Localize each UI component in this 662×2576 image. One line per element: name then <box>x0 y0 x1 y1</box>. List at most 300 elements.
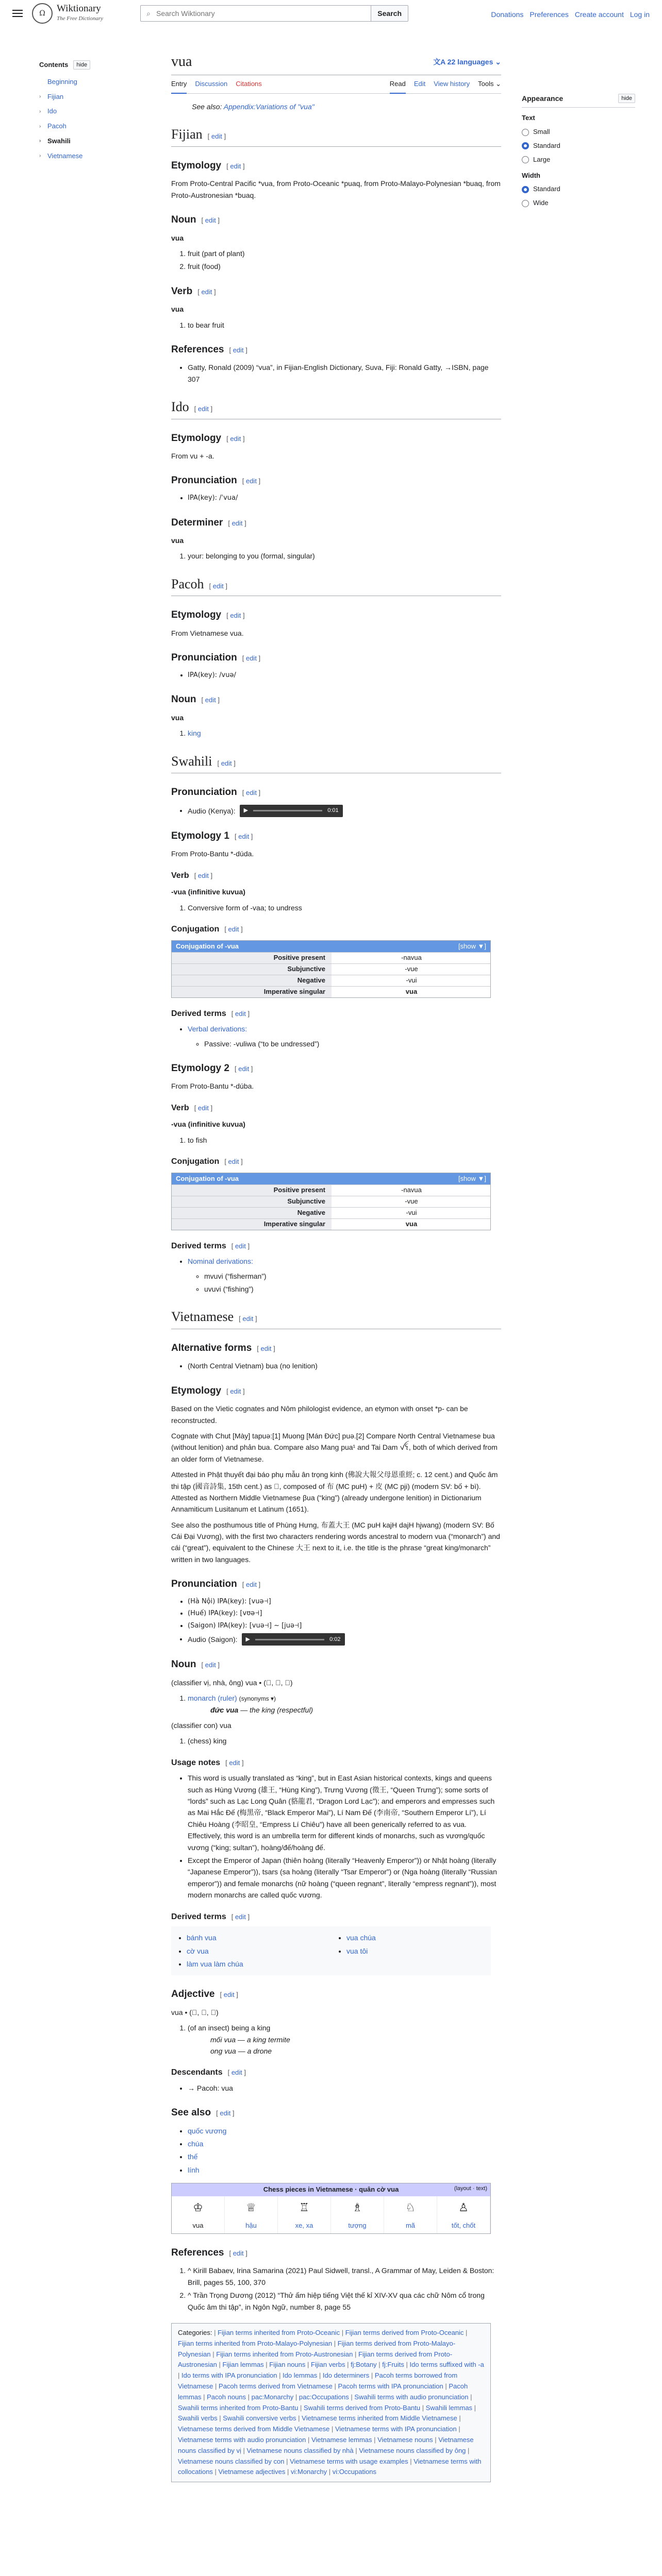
audio-item <box>188 1633 501 1646</box>
heading-text: References <box>171 344 224 355</box>
edit-link[interactable]: edit <box>235 1242 246 1250</box>
chess-name <box>331 2218 384 2233</box>
category-link[interactable]: Vietnamese nouns classified by con | <box>178 2458 290 2465</box>
ipa: • (Saigon) IPA(key): [vuə˧˧] ~ [juə˧˧] <box>188 1621 501 1632</box>
heading-text: Determiner <box>171 517 223 528</box>
term-link[interactable]: quốc vương <box>188 2126 227 2135</box>
languages-count[interactable]: 22 languages <box>447 58 493 66</box>
edit-section-link[interactable]: [ edit ] <box>216 2109 235 2117</box>
width-standard[interactable] <box>522 184 635 195</box>
edit-section-link[interactable]: [ edit ] <box>231 1009 250 1018</box>
progress-bar[interactable] <box>253 810 322 811</box>
article-body <box>171 94 501 2576</box>
search-icon: ⌕ <box>146 9 151 18</box>
category-link[interactable]: Vietnamese lemmas | <box>311 2436 377 2444</box>
tools-label[interactable]: Tools <box>478 80 494 88</box>
chess-glyph-row <box>172 2196 490 2218</box>
sense: 1. to bear fruit <box>188 319 501 331</box>
search-button[interactable]: Search <box>371 5 408 22</box>
option-label: Large <box>533 155 551 163</box>
toc-item-pacoh[interactable] <box>39 121 132 132</box>
headword: -vua (infinitive kuvua) <box>171 888 245 896</box>
derived-terms-box <box>171 1926 491 1975</box>
heading-conjugation <box>171 1155 501 1168</box>
heading-pronunciation <box>171 473 501 488</box>
appearance-hide-button[interactable]: hide <box>618 94 635 103</box>
heading-derived-terms <box>171 1240 501 1253</box>
headword: vua <box>171 536 184 545</box>
logo-subtitle: The Free Dictionary <box>57 15 104 22</box>
sense <box>188 727 501 739</box>
page-title: vua <box>171 54 192 70</box>
edit-section-link[interactable]: [ edit ] <box>224 925 243 933</box>
edit-link[interactable]: edit <box>245 1581 257 1589</box>
heading-text: Derived terms <box>171 1009 226 1018</box>
category-link[interactable]: Fijian terms inherited from Proto-Austronesian | <box>216 2350 358 2358</box>
show-toggle[interactable]: [show ▼] <box>458 942 486 950</box>
tab-citations[interactable]: Citations <box>236 80 262 88</box>
category-link[interactable]: Fijian nouns | <box>269 2361 311 2368</box>
term-link[interactable]: tốt, chốt <box>451 2222 476 2230</box>
toc-item-swahili[interactable] <box>39 136 132 147</box>
edit-link[interactable]: edit <box>238 832 250 840</box>
text-size-large[interactable] <box>522 155 635 165</box>
tab-entry[interactable]: Entry <box>171 75 187 94</box>
table-row <box>172 986 490 997</box>
category-link[interactable]: Vietnamese terms with usage examples | <box>290 2458 413 2465</box>
edit-link[interactable]: edit <box>245 789 257 797</box>
toc-hide-button[interactable]: hide <box>73 60 90 70</box>
hatnote-prefix: See also: <box>192 103 222 111</box>
heading-text: Noun <box>171 694 196 705</box>
heading-alternative-forms <box>171 1341 501 1356</box>
edit-section-link[interactable]: [ edit ] <box>239 1315 257 1323</box>
category-link[interactable]: Vietnamese terms with IPA pronunciation | <box>335 2425 460 2433</box>
term-link[interactable]: lính <box>188 2165 200 2174</box>
category-link[interactable]: fj:Botany | <box>351 2361 382 2368</box>
headword-line: vua • (𢁋, 𤤰, 𤤱) <box>171 2008 219 2016</box>
heading-text: Pronunciation <box>171 1579 237 1590</box>
category-link[interactable]: fj:Fruits | <box>382 2361 409 2368</box>
category-link[interactable]: pac:Monarchy | <box>252 2393 299 2401</box>
edit-link[interactable]: edit <box>260 1345 272 1353</box>
edit-link[interactable]: edit <box>205 216 216 225</box>
term-link[interactable]: cờ vua <box>187 1946 209 1955</box>
heading-noun <box>171 692 501 707</box>
chevron-right-icon[interactable]: › <box>39 108 41 114</box>
example-en: a king termite <box>246 2035 290 2044</box>
sense-list <box>188 1134 501 1146</box>
edit-section-link[interactable]: [ edit ] <box>201 216 220 225</box>
show-toggle[interactable]: [show ▼] <box>458 1174 486 1182</box>
edit-link[interactable]: edit <box>205 696 216 704</box>
appearance-title: Appearance <box>522 94 564 103</box>
example-vi: ong vua <box>210 2046 236 2055</box>
toc-item-ido[interactable] <box>39 106 132 117</box>
category-link[interactable]: Vietnamese adjectives | <box>219 2468 291 2476</box>
table-title: Conjugation of -vua <box>176 1174 239 1182</box>
row-header: Positive present <box>172 953 332 963</box>
edit-link[interactable]: edit <box>238 1064 250 1073</box>
heading-text: Conjugation <box>171 1157 220 1166</box>
layout-toggle[interactable]: (layout · text) <box>454 2185 487 2192</box>
derivation-group[interactable]: Verbal derivations: <box>188 1025 247 1033</box>
category-link[interactable]: Ido terms suffixed with -a | <box>178 2361 484 2379</box>
edit-section-link[interactable]: [ edit ] <box>234 1064 253 1073</box>
toc-link[interactable]: Fijian <box>47 92 64 100</box>
category-link[interactable]: Vietnamese terms with collocations | <box>178 2458 481 2476</box>
edit-link[interactable]: edit <box>235 1009 246 1018</box>
edit-section-link[interactable]: [ edit ] <box>226 434 245 443</box>
table-row <box>172 1207 490 1218</box>
edit-section-link[interactable]: [ edit ] <box>229 346 247 354</box>
heading-text: Verb <box>171 285 193 297</box>
category-link[interactable]: Vietnamese terms derived from Middle Vietnamese | <box>178 2425 335 2433</box>
chess-name: vua <box>172 2218 225 2233</box>
toc-link[interactable]: Vietnamese <box>47 151 83 160</box>
category-link[interactable]: Pacoh nouns | <box>207 2393 252 2401</box>
heading-verb <box>171 869 501 883</box>
toc-item-beginning[interactable] <box>39 77 132 88</box>
edit-link[interactable]: edit <box>230 1387 241 1395</box>
sense-list <box>188 727 501 739</box>
ipa: • IPA(key): /vuə/ <box>188 670 501 681</box>
edit-section-link[interactable]: [ edit ] <box>194 405 213 413</box>
sense: 1. (chess) king <box>188 1735 501 1747</box>
derivation-group[interactable]: Nominal derivations: <box>188 1257 253 1266</box>
heading-pronunciation <box>171 650 501 666</box>
category-link[interactable]: pac:Occupations | <box>299 2393 354 2401</box>
heading-text: Pronunciation <box>171 652 237 664</box>
sense-list <box>188 550 501 562</box>
tab-read[interactable]: Read <box>390 75 406 94</box>
category-link[interactable]: Vietnamese nouns classified by nhà | <box>246 2447 359 2454</box>
edit-section-link[interactable]: [ edit ] <box>217 759 236 767</box>
category-link[interactable]: Swahili terms inherited from Proto-Bantu | <box>178 2404 304 2412</box>
heading-text: Ido <box>171 399 189 415</box>
table-row <box>172 1218 490 1230</box>
edit-section-link[interactable]: [ edit ] <box>228 519 246 527</box>
edit-link[interactable]: edit <box>242 1315 254 1323</box>
translate-icon: 文A <box>433 58 448 66</box>
heading-text: Alternative forms <box>171 1343 252 1354</box>
list-item <box>188 2164 501 2176</box>
synonyms-toggle[interactable]: (synonyms ▾) <box>239 1695 276 1703</box>
wiktionary-logo-icon: Ω <box>32 3 53 24</box>
edit-section-link[interactable]: [ edit ] <box>231 1912 250 1921</box>
edit-section-link[interactable]: [ edit ] <box>242 477 261 485</box>
edit-section-link[interactable]: [ edit ] <box>234 832 253 840</box>
category-link[interactable]: Pacoh terms with IPA pronunciation | <box>338 2382 449 2390</box>
row-header: Positive present <box>172 1185 332 1196</box>
edit-section-link[interactable]: [ edit ] <box>227 2069 246 2077</box>
tab-tools[interactable]: Tools ⌄ <box>478 80 501 88</box>
term-link[interactable]: làm vua làm chúa <box>187 1959 243 1968</box>
option-label: Standard <box>533 141 560 149</box>
table-title: Conjugation of -vua <box>176 942 239 950</box>
audio-player[interactable] <box>240 805 343 817</box>
categories-label[interactable]: Categories: | <box>178 2329 218 2336</box>
term-link[interactable]: hậu <box>245 2222 257 2230</box>
category-link[interactable]: Fijian terms inherited from Proto-Oceanic | <box>218 2329 345 2336</box>
heading-etymology <box>171 1383 501 1399</box>
main-menu-icon[interactable] <box>12 10 23 17</box>
usage-example: đức vua — the king (respectful) <box>210 1705 313 1714</box>
sense-link[interactable]: monarch (ruler) <box>188 1694 237 1703</box>
toc-item-vietnamese[interactable] <box>39 151 132 162</box>
edit-link[interactable]: edit <box>221 759 232 767</box>
category-link[interactable]: Fijian lemmas | <box>223 2361 270 2368</box>
preferences-link[interactable]: Preferences <box>529 10 569 19</box>
edit-section-link[interactable]: [ edit ] <box>207 132 226 141</box>
etymology-text: Cognate with Chut [Mày] tapuə:[1] Muong [Mán Đức] puə.[2] Compare North Central Vietnamese bua (without lenition) and phản bua. Compare also Mang pua¹ and Tai Dam ꪜꪺ, both of which derived from an older form of Vietnamese. <box>171 1431 498 1463</box>
category-link[interactable]: Swahili verbs | <box>178 2414 223 2422</box>
edit-link[interactable]: edit <box>230 612 241 620</box>
heading-vietnamese <box>171 1306 501 1329</box>
edit-link[interactable]: edit <box>228 925 239 933</box>
edit-section-link[interactable]: [ edit ] <box>194 1104 213 1112</box>
text-size-small[interactable] <box>522 127 635 138</box>
edit-link[interactable]: edit <box>235 1912 246 1921</box>
heading-pacoh <box>171 573 501 597</box>
term-link[interactable]: thế <box>188 2153 198 2161</box>
heading-text: Pronunciation <box>171 475 237 486</box>
category-link[interactable]: Pacoh terms derived from Vietnamese | <box>219 2382 338 2390</box>
chevron-right-icon[interactable]: › <box>39 93 41 99</box>
list-item: • This word is usually translated as “king”, but in East Asian historical contexts, kings and queens such as Hùng Vương (雄王, “Hùng King”), Trưng Vương (徵王, “Queen Trưng”); some sorts of “lords” such as Lạc Long Quân (貉龍君, “Dragon Lord Lạc”); and emperors and empresses such as Mai Hắc Đế (梅黑帝, “Black Emperor Mai”), Lí Nam Đế (李南帝, “Southern Emperor Lí”), Lí Chiêu Hoàng (李昭皇, “Empress Lí Chiêu”) have all been generically referred to as vua. Effectively, this word is an umbrella term for different kinds of monarchs, such as vương/quốc vương (“king; sultan”), hoàng/đế/hoàng đế. <box>188 1772 501 1853</box>
category-link[interactable]: Ido lemmas | <box>283 2371 323 2379</box>
sense-list <box>188 248 501 273</box>
heading-text: Fijian <box>171 127 203 142</box>
progress-bar[interactable] <box>255 1639 324 1640</box>
edit-link[interactable]: edit <box>231 2069 242 2077</box>
edit-section-link[interactable]: [ edit ] <box>209 582 227 590</box>
heading-text: Etymology 2 <box>171 1062 229 1074</box>
edit-link[interactable]: edit <box>231 519 243 527</box>
category-link[interactable]: Swahili conversive verbs | <box>223 2414 302 2422</box>
edit-section-link[interactable]: [ edit ] <box>231 1242 250 1250</box>
term-link[interactable]: vua tôi <box>346 1946 368 1955</box>
toc-link[interactable]: Beginning <box>47 77 77 86</box>
heading-adjective <box>171 1987 501 2002</box>
chevron-right-icon[interactable]: › <box>39 123 41 129</box>
category-link[interactable]: Pacoh terms borrowed from Vietnamese | <box>178 2371 457 2390</box>
term-link[interactable]: bánh vua <box>187 1934 217 1942</box>
edit-link[interactable]: edit <box>211 132 222 141</box>
edit-section-link[interactable]: [ edit ] <box>197 287 216 296</box>
category-link[interactable]: Ido determiners | <box>323 2371 375 2379</box>
edit-link[interactable]: edit <box>220 2109 231 2117</box>
edit-link[interactable]: edit <box>197 405 209 413</box>
width-wide[interactable] <box>522 198 635 209</box>
sense: 1. fruit (part of plant) <box>188 248 501 259</box>
edit-section-link[interactable]: [ edit ] <box>194 871 213 879</box>
category-link[interactable]: Vietnamese nouns classified by vị | <box>178 2436 474 2454</box>
edit-link[interactable]: edit <box>245 477 257 485</box>
list-item <box>187 1945 331 1957</box>
edit-link[interactable]: edit <box>212 582 224 590</box>
category-link[interactable]: Vietnamese terms inherited from Middle Vietnamese | <box>302 2414 461 2422</box>
headword: vua <box>171 233 184 242</box>
tab-edit[interactable]: Edit <box>413 80 426 88</box>
sense: 1. to fish <box>188 1134 501 1146</box>
heading-etymology-1 <box>171 828 501 844</box>
edit-section-link[interactable]: [ edit ] <box>225 1758 244 1767</box>
sense-list <box>188 902 501 913</box>
donations-link[interactable]: Donations <box>491 10 524 19</box>
heading-etymology <box>171 607 501 623</box>
etymology-text: From Vietnamese vua. <box>171 629 244 637</box>
tab-view-history[interactable]: View history <box>434 80 470 88</box>
term-link[interactable]: chúa <box>188 2140 204 2148</box>
chess-pawn-icon: ♙ <box>437 2196 490 2218</box>
toc-link-current[interactable]: Swahili <box>47 137 71 145</box>
table-row <box>172 952 490 963</box>
sense-link[interactable]: king <box>188 729 201 738</box>
chess-name <box>278 2218 331 2233</box>
heading-text: Noun <box>171 1659 196 1670</box>
see-also-hatnote <box>192 101 501 112</box>
audio-label: • Audio (Kenya): <box>188 806 236 815</box>
etymology-text: From Proto-Bantu *-dúba. <box>171 1082 254 1091</box>
heading-derived-terms <box>171 1007 501 1021</box>
edit-section-link[interactable]: [ edit ] <box>242 789 261 797</box>
edit-link[interactable]: edit <box>228 1158 239 1166</box>
edit-section-link[interactable]: [ edit ] <box>257 1345 275 1353</box>
edit-link[interactable]: edit <box>197 871 209 879</box>
edit-section-link[interactable]: [ edit ] <box>226 612 245 620</box>
edit-link[interactable]: edit <box>230 162 241 170</box>
category-link[interactable]: Vietnamese terms with audio pronunciation | <box>178 2436 311 2444</box>
category-link[interactable]: Fijian terms derived from Proto-Oceanic | <box>345 2329 468 2336</box>
category-link[interactable]: Ido terms with IPA pronunciation | <box>181 2371 283 2379</box>
edit-section-link[interactable]: [ edit ] <box>201 1661 220 1669</box>
list-item: • (North Central Vietnam) bua (no lenition) <box>188 1360 501 1371</box>
headword-line: (classifier con) vua <box>171 1721 231 1730</box>
play-icon[interactable]: ▶ <box>245 1636 250 1642</box>
site-header <box>0 0 662 27</box>
table-row <box>172 975 490 986</box>
heading-references <box>171 2245 501 2261</box>
edit-link[interactable]: edit <box>201 287 212 296</box>
site-logo[interactable] <box>32 3 140 24</box>
list-item: ◦ mvuvi (“fisherman”) <box>204 1270 501 1282</box>
edit-link[interactable]: edit <box>205 1661 216 1669</box>
category-link[interactable]: Swahili terms with audio pronunciation | <box>354 2393 472 2401</box>
edit-section-link[interactable]: [ edit ] <box>226 1387 245 1395</box>
usage-list <box>188 1772 501 1901</box>
edit-section-link[interactable]: [ edit ] <box>242 1581 261 1589</box>
heading-etymology <box>171 158 501 174</box>
edit-section-link[interactable]: [ edit ] <box>229 2249 247 2258</box>
term-link[interactable]: xe, xa <box>295 2222 313 2230</box>
edit-section-link[interactable]: [ edit ] <box>242 654 261 663</box>
sense: 2. fruit (food) <box>188 261 501 272</box>
search-input[interactable] <box>156 6 371 21</box>
chevron-right-icon[interactable]: › <box>39 153 41 159</box>
edit-section-link[interactable]: [ edit ] <box>226 162 245 170</box>
toc-item-fijian[interactable] <box>39 92 132 103</box>
heading-text: Descendants <box>171 2068 223 2077</box>
sense <box>188 2022 501 2057</box>
reference: 1. ^ Kirill Babaev, Irina Samarina (2021) Paul Sidwell, transl., A Grammar of May, Leiden & Boston: Brill, pages 55, 100, 370 <box>188 2265 501 2288</box>
edit-link[interactable]: edit <box>233 2249 244 2258</box>
chess-king-icon: ♔ <box>172 2196 225 2218</box>
descendants-list <box>188 2082 501 2094</box>
edit-link[interactable]: edit <box>197 1104 209 1112</box>
edit-section-link[interactable]: [ edit ] <box>201 696 220 704</box>
term-link[interactable]: mã <box>405 2222 416 2230</box>
heading-derived-terms <box>171 1910 501 1924</box>
tab-discussion[interactable]: Discussion <box>195 80 228 88</box>
row-header: Negative <box>172 975 332 986</box>
category-link[interactable]: Fijian terms derived from Proto-Malayo-Polynesian | <box>178 2340 455 2358</box>
edit-link[interactable]: edit <box>223 1991 235 1999</box>
etymology-text: Attested in Phật thuyết đại báo phụ mẫu ân trọng kinh (佛說大報父母恩重經; c. 12 cent.) and Quốc âm thi tập (國音詩集, 15th cent.) as 𢁋, composed of 布 (MC puH) + 皮 (MC pji) (modern SV: bố + bì). Attested as Northern Middle Vietnamese βua (“king”) (already undergone lenition) in Dictionarium Annamiticum Lusitanum et Latinum (1651). <box>171 1470 498 1514</box>
category-link[interactable]: Pacoh lemmas | <box>178 2382 468 2401</box>
user-tools <box>491 9 650 20</box>
see-also-link[interactable]: Appendix:Variations of "vua" <box>223 103 315 111</box>
edit-link[interactable]: edit <box>230 434 241 443</box>
chevron-right-icon[interactable]: › <box>39 138 41 144</box>
list-item <box>188 1023 501 1049</box>
search-box <box>140 5 408 22</box>
pronunciation-list <box>188 493 501 504</box>
row-value: vua <box>405 1219 418 1228</box>
category-link[interactable]: Vietnamese nouns | <box>377 2436 438 2444</box>
edit-section-link[interactable]: [ edit ] <box>224 1158 243 1166</box>
heading-text: Etymology <box>171 432 222 444</box>
toc-link[interactable]: Pacoh <box>47 122 67 130</box>
text-size-standard[interactable] <box>522 141 635 151</box>
heading-noun <box>171 1657 501 1672</box>
example-en: a drone <box>247 2046 272 2055</box>
heading-noun <box>171 212 501 228</box>
language-selector[interactable] <box>433 56 501 67</box>
headword: -vua (infinitive kuvua) <box>171 1120 245 1129</box>
toc-link[interactable]: Ido <box>47 107 57 115</box>
row-header: Subjunctive <box>172 1196 332 1207</box>
category-link[interactable]: vi:Monarchy | <box>291 2468 333 2476</box>
heading-text: Swahili <box>171 753 212 769</box>
etymology-text: From Proto-Bantu *-dúda. <box>171 850 254 858</box>
category-link[interactable]: Fijian terms inherited from Proto-Malayo-Polynesian | <box>178 2340 338 2347</box>
term-link[interactable]: vua chúa <box>346 1934 376 1942</box>
term-link[interactable]: tượng <box>348 2222 367 2230</box>
headword: vua <box>171 305 184 314</box>
login-link[interactable]: Log in <box>630 10 650 19</box>
list-item: ◦ Passive: -vuliwa (“to be undressed”) <box>204 1038 501 1049</box>
category-link[interactable]: Fijian verbs | <box>311 2361 351 2368</box>
audio-player[interactable] <box>242 1633 345 1646</box>
category-link[interactable]: Vietnamese nouns classified by ông | <box>359 2447 469 2454</box>
category-link[interactable]: Fijian terms derived from Proto-Austronesian | <box>178 2350 452 2369</box>
edit-link[interactable]: edit <box>245 654 257 663</box>
category-link[interactable]: vi:Occupations <box>332 2468 376 2476</box>
category-link[interactable]: Swahili terms derived from Proto-Bantu | <box>304 2404 426 2412</box>
edit-section-link[interactable]: [ edit ] <box>220 1991 238 1999</box>
row-value: -vue <box>405 1197 418 1206</box>
play-icon[interactable]: ▶ <box>243 807 249 814</box>
etymology-text: See also the posthumous title of Phùng Hưng, 布蓋大王 (MC puH kajH dajH hjwang) (modern SV: Bố Cái Đại Vương), with the first two characters rendering words ancestral to modern vua (“monarch”) and cái (“great”), equivalent to the Chinese 大王 next to it, i.e. the title is the phrase “great king/monarch” written in two languages. <box>171 1520 500 1564</box>
category-link[interactable]: Swahili lemmas | <box>426 2404 476 2412</box>
list-item <box>188 2138 501 2149</box>
main-content <box>171 49 501 2576</box>
create-account-link[interactable]: Create account <box>574 10 624 19</box>
row-value: -navua <box>401 1186 422 1194</box>
edit-link[interactable]: edit <box>229 1758 240 1767</box>
edit-link[interactable]: edit <box>233 346 244 354</box>
